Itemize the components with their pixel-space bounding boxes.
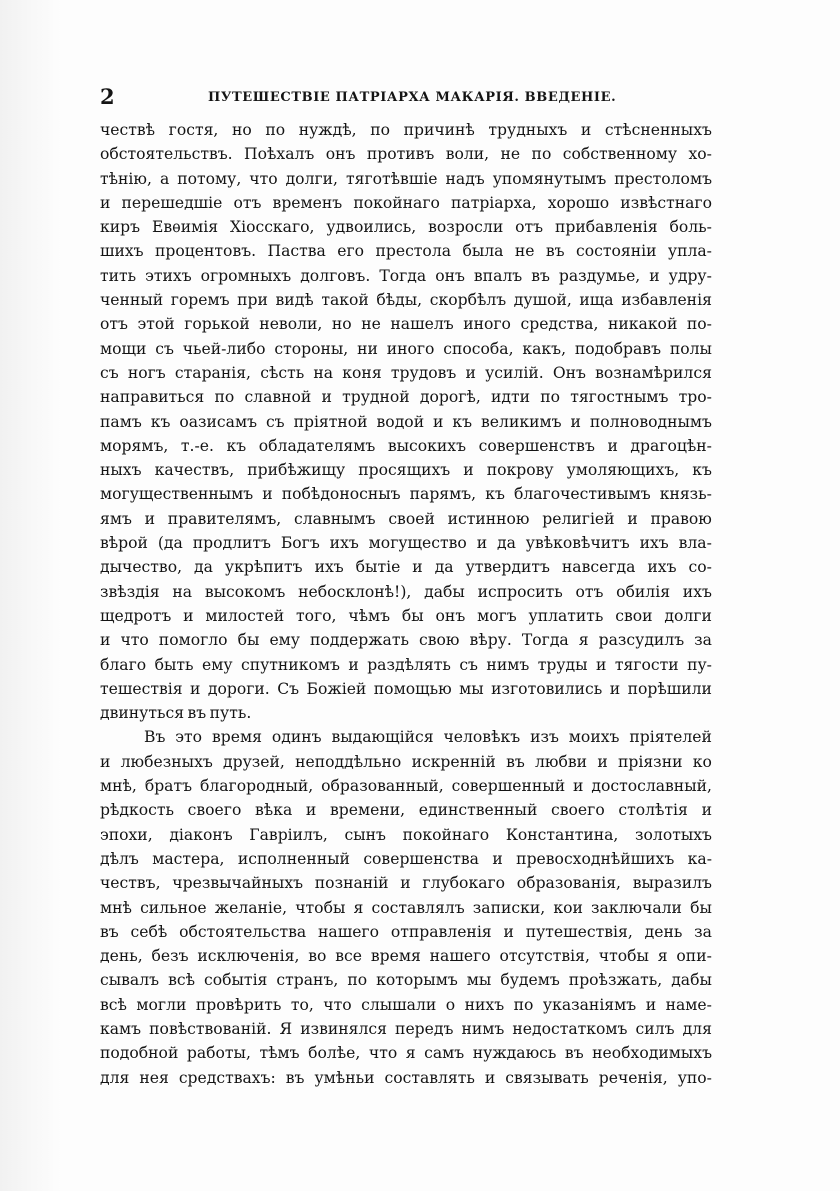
text-line: мощи съ чьей-либо стороны, ни иного способа, какъ, подобравъ полы: [100, 339, 712, 358]
text-line: день, безъ исключенія, во все время нашего отсутствія, чтобы я опи-: [100, 947, 712, 966]
book-page: [100, 82, 712, 1090]
text-line: ныхъ качествъ, прибѣжищу просящихъ и покрову умоляющихъ, къ: [100, 461, 712, 480]
text-line: вѣрой (да продлитъ Богъ ихъ могущество и да увѣковѣчитъ ихъ вла-: [100, 534, 712, 553]
text-line: и что помогло бы ему поддержать свою вѣру. Тогда я разсудилъ за: [100, 631, 712, 650]
text-line: мнѣ, братъ благородный, образованный, совершенный и достославный,: [100, 777, 712, 796]
text-line: камъ повѣствованій. Я извинялся передъ нимъ недостаткомъ силъ для: [100, 1019, 712, 1038]
text-line: ченный горемъ при видѣ такой бѣды, скорбѣлъ душой, ища избавленія: [100, 291, 712, 310]
text-line: памъ къ оазисамъ съ пріятной водой и къ великимъ и полноводнымъ: [100, 412, 712, 431]
scan-edge-shadow: [0, 0, 62, 1191]
text-line: морямъ, т.-е. къ обладателямъ высокихъ совершенствъ и драгоцѣн-: [100, 436, 712, 455]
text-line: благо быть ему спутникомъ и раздѣлять съ нимъ труды и тягости пу-: [100, 655, 712, 674]
body-text: [100, 118, 712, 1090]
text-line: для нея средствахъ: въ умѣньи составлять и связывать реченія, упо-: [100, 1068, 712, 1087]
text-line: двинуться въ путь.: [100, 704, 252, 723]
text-line: чествѣ гостя, но по нуждѣ, по причинѣ трудныхъ и стѣсненныхъ: [100, 121, 712, 139]
text-line: направиться по славной и трудной дорогѣ, идти по тягостнымъ тро-: [100, 388, 712, 407]
text-line: Въ это время одинъ выдающійся человѣкъ изъ моихъ пріятелей: [144, 728, 712, 747]
paragraph: [100, 118, 712, 725]
text-line: отъ этой горькой неволи, но не нашелъ иного средства, никакой по-: [100, 315, 712, 334]
running-head: [100, 82, 712, 114]
page-number: 2: [100, 84, 115, 109]
text-line: мнѣ сильное желаніе, чтобы я составлялъ записки, кои заключали бы: [100, 898, 712, 917]
text-line: и любезныхъ друзей, неподдѣльно искренній въ любви и пріязни ко: [100, 752, 712, 771]
text-line: дычество, да укрѣпитъ ихъ бытіе и да утвердитъ навсегда ихъ со-: [100, 558, 712, 577]
text-line: звѣздія на высокомъ небосклонѣ!), дабы испросить отъ обилія ихъ: [100, 582, 712, 601]
text-line: могущественнымъ и побѣдоносныъ парямъ, къ благочестивымъ князь-: [100, 485, 712, 504]
header-title: ПУТЕШЕСТВІЕ ПАТРІАРХА МАКАРІЯ. ВВЕДЕНІЕ.: [208, 90, 617, 105]
text-line: ямъ и правителямъ, славнымъ своей истинною религіей и правою: [100, 509, 712, 528]
text-line: эпохи, діаконъ Гавріилъ, сынъ покойнаго Константина, золотыхъ: [100, 825, 712, 844]
text-line: всѣ могли провѣрить то, что слышали о нихъ по указаніямъ и наме-: [100, 995, 712, 1014]
text-line: чествъ, чрезвычайныхъ познаній и глубокаго образованія, выразилъ: [100, 874, 712, 893]
text-line: тешествія и дороги. Съ Божіей помощью мы изготовились и порѣшили: [100, 679, 712, 698]
text-line: обстоятельствъ. Поѣхалъ онъ противъ воли, не по собственному хо-: [100, 145, 712, 164]
text-line: киръ Евѳимія Хіосскаго, удвоились, возросли отъ прибавленія боль-: [100, 218, 712, 237]
text-line: и перешедшіе отъ временъ покойнаго патріарха, хорошо извѣстнаго: [100, 193, 712, 212]
text-line: въ себѣ обстоятельства нашего отправленія и путешествія, день за: [100, 922, 712, 941]
text-line: дѣлъ мастера, исполненный совершенства и превосходнѣйшихъ ка-: [100, 849, 712, 868]
text-line: подобной работы, тѣмъ болѣе, что я самъ нуждаюсь въ необходимыхъ: [100, 1044, 712, 1063]
paragraph: [100, 725, 712, 1089]
text-line: тить этихъ огромныхъ долговъ. Тогда онъ впалъ въ раздумье, и удру-: [100, 266, 712, 285]
text-line: рѣдкость своего вѣка и времени, единственный своего столѣтія и: [100, 801, 712, 820]
text-line: шихъ процентовъ. Паства его престола была не въ состояніи упла-: [100, 242, 712, 261]
text-line: съ ногъ старанія, сѣсть на коня трудовъ и усилій. Онъ вознамѣрился: [100, 363, 712, 382]
text-line: сывалъ всѣ событія странъ, по которымъ мы будемъ проѣзжать, дабы: [100, 971, 712, 990]
text-line: тѣнію, а потому, что долги, тяготѣвшіе надъ упомянутымъ престоломъ: [100, 169, 712, 188]
text-line: щедротъ и милостей того, чѣмъ бы онъ могъ уплатить свои долги: [100, 606, 712, 625]
